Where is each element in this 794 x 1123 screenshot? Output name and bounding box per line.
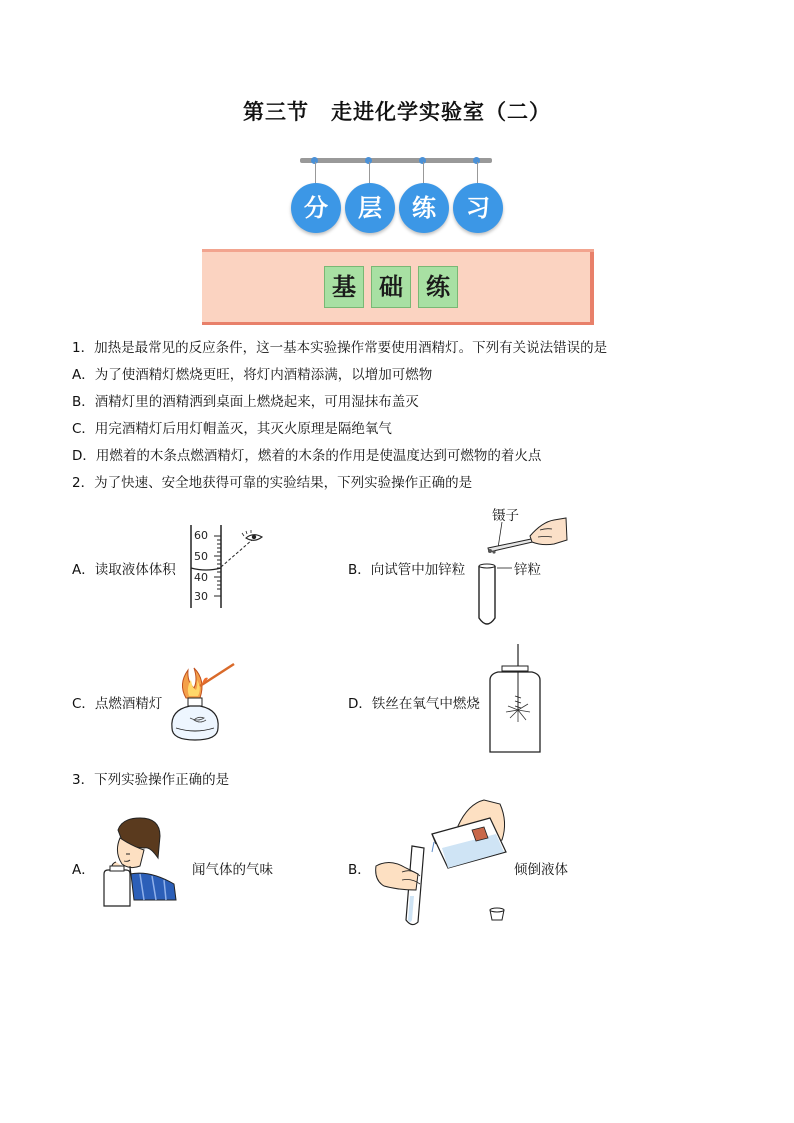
cylinder-tick-40: 40 bbox=[194, 571, 208, 584]
badge-string bbox=[477, 162, 478, 184]
badge-lian: 练 bbox=[399, 183, 449, 233]
cylinder-tick-30: 30 bbox=[194, 590, 208, 603]
badge-ceng: 层 bbox=[345, 183, 395, 233]
oxygen-bottle-figure bbox=[486, 640, 546, 755]
q1-option-d: D．用燃着的木条点燃酒精灯，燃着的木条的作用是使温度达到可燃物的着火点 bbox=[72, 448, 542, 464]
smelling-gas-figure bbox=[100, 816, 180, 911]
badge-string bbox=[315, 162, 316, 184]
q1-option-c: C．用完酒精灯后用灯帽盖灭，其灭火原理是隔绝氧气 bbox=[72, 421, 392, 437]
title-topic: 走进化学实验室（二） bbox=[331, 100, 551, 124]
q2-option-c: C．点燃酒精灯 bbox=[72, 696, 163, 712]
tweezers-test-tube-figure bbox=[470, 510, 570, 630]
section-char-lian: 练 bbox=[418, 266, 458, 308]
badge-string bbox=[369, 162, 370, 184]
badge-xi: 习 bbox=[453, 183, 503, 233]
section-char-ji: 基 bbox=[324, 266, 364, 308]
pouring-liquid-figure bbox=[372, 796, 522, 928]
cylinder-tick-60: 60 bbox=[194, 529, 208, 542]
q1-option-a: A．为了使酒精灯燃烧更旺，将灯内酒精添满，以增加可燃物 bbox=[72, 367, 433, 383]
badge-fen: 分 bbox=[291, 183, 341, 233]
cylinder-tick-50: 50 bbox=[194, 550, 208, 563]
section-char-chu: 础 bbox=[371, 266, 411, 308]
q2-option-a: A．读取液体体积 bbox=[72, 562, 176, 578]
q3-option-b-caption: 倾倒液体 bbox=[514, 862, 568, 878]
q3-stem: 3．下列实验操作正确的是 bbox=[72, 772, 230, 788]
zinc-label: 锌粒 bbox=[514, 562, 541, 578]
q3-option-a: A． bbox=[72, 862, 95, 878]
q2-stem: 2．为了快速、安全地获得可靠的实验结果，下列实验操作正确的是 bbox=[72, 475, 473, 491]
badge-string bbox=[423, 162, 424, 184]
title-section-number: 第三节 bbox=[243, 100, 309, 124]
q2-option-d: D．铁丝在氧气中燃烧 bbox=[348, 696, 480, 712]
q3-option-b: B． bbox=[348, 862, 371, 878]
q3-option-a-caption: 闻气体的气味 bbox=[192, 862, 273, 878]
q2-option-b: B．向试管中加锌粒 bbox=[348, 562, 466, 578]
graduated-cylinder-figure bbox=[180, 522, 275, 612]
q1-stem: 1．加热是最常见的反应条件，这一基本实验操作常要使用酒精灯。下列有关说法错误的是 bbox=[72, 340, 608, 356]
banner-stripe bbox=[202, 249, 594, 252]
q1-option-b: B．酒精灯里的酒精洒到桌面上燃烧起来，可用湿抹布盖灭 bbox=[72, 394, 419, 410]
page-title bbox=[0, 96, 794, 126]
badge-rail bbox=[300, 158, 492, 163]
tweezers-label: 镊子 bbox=[492, 508, 519, 524]
alcohol-lamp-figure bbox=[164, 658, 244, 744]
